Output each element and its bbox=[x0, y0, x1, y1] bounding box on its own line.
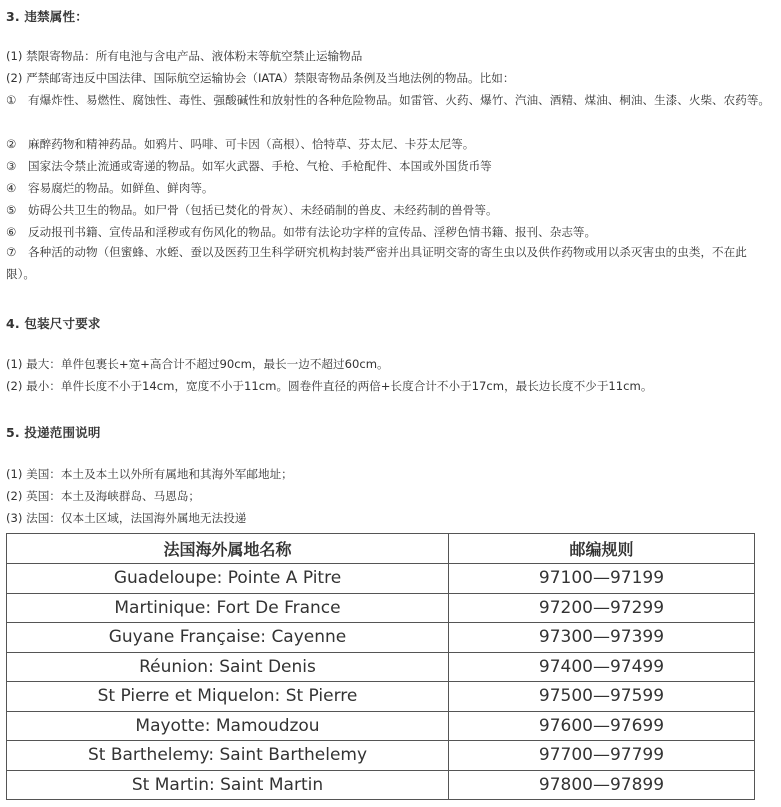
table-row bbox=[7, 623, 755, 653]
postal-range: 97100—97199 bbox=[449, 564, 755, 594]
prohibited-item-5 bbox=[6, 203, 498, 217]
section4-title: 4. 包装尺寸要求 bbox=[6, 316, 101, 331]
section5-title: 5. 投递范围说明 bbox=[6, 425, 101, 440]
prohibited-item-4 bbox=[6, 181, 214, 195]
section5-item-3: (3) 法国：仅本土区域，法国海外属地无法投递 bbox=[6, 511, 247, 525]
table-row bbox=[7, 711, 755, 741]
territory-name: Réunion: Saint Denis bbox=[7, 652, 449, 682]
prohibited-item-3 bbox=[6, 159, 492, 173]
table-row bbox=[7, 652, 755, 682]
section4-item-1: (1) 最大：单件包裹长+宽+高合计不超过90cm，最长一边不超过60cm。 bbox=[6, 357, 389, 371]
postal-range: 97500—97599 bbox=[449, 682, 755, 712]
item-mark: ⑥ bbox=[6, 225, 17, 239]
territory-name: St Pierre et Miquelon: St Pierre bbox=[7, 682, 449, 712]
table-row bbox=[7, 741, 755, 771]
postal-range: 97300—97399 bbox=[449, 623, 755, 653]
item-text: 容易腐烂的物品。如鲜鱼、鲜肉等。 bbox=[28, 181, 214, 195]
postal-range: 97800—97899 bbox=[449, 770, 755, 800]
item-text: 妨碍公共卫生的物品。如尸骨（包括已焚化的骨灰）、未经硝制的兽皮、未经药制的兽骨等。 bbox=[28, 203, 498, 217]
territory-name: St Martin: Saint Martin bbox=[7, 770, 449, 800]
territory-name: St Barthelemy: Saint Barthelemy bbox=[7, 741, 449, 771]
section5-item-2: (2) 英国：本土及海峡群岛、马恩岛； bbox=[6, 489, 201, 503]
item-mark: ⑦ bbox=[6, 245, 17, 259]
item-text: 有爆炸性、易燃性、腐蚀性、毒性、强酸碱性和放射性的各种危险物品。如雷管、火药、爆竹、汽油、酒精、煤油、桐油、生漆、火柴、农药等。 bbox=[28, 93, 771, 107]
postal-range: 97700—97799 bbox=[449, 741, 755, 771]
item-mark: ② bbox=[6, 137, 17, 151]
item-text: 反动报刊书籍、宣传品和淫秽或有伤风化的物品。如带有法论功字样的宣传品、淫秽色情书籍、报刊、杂志等。 bbox=[28, 225, 597, 239]
table-row bbox=[7, 593, 755, 623]
section5-item-1: (1) 美国：本土及本土以外所有属地和其海外军邮地址； bbox=[6, 467, 293, 481]
item-text: 各种活的动物（但蜜蜂、水蛭、蚕以及医药卫生科学研究机构封装严密并出具证明交寄的寄生虫以及供作药物或用以杀灭害虫的虫类，不在此限）。 bbox=[6, 245, 747, 281]
table-header-row bbox=[7, 534, 755, 564]
prohibited-item-1 bbox=[6, 89, 774, 111]
prohibited-item-2 bbox=[6, 137, 474, 151]
postal-code-table bbox=[6, 533, 755, 800]
item-mark: ④ bbox=[6, 181, 17, 195]
postal-range: 97400—97499 bbox=[449, 652, 755, 682]
section3-item-2: (2) 严禁邮寄违反中国法律、国际航空运输协会（IATA）禁限寄物品条例及当地法例的物品。比如： bbox=[6, 71, 515, 85]
item-mark: ③ bbox=[6, 159, 17, 173]
header-postal-rule: 邮编规则 bbox=[449, 534, 755, 564]
item-text: 麻醉药物和精神药品。如鸦片、吗啡、可卡因（高根）、恰特草、芬太尼、卡芬太尼等。 bbox=[28, 137, 475, 151]
territory-name: Mayotte: Mamoudzou bbox=[7, 711, 449, 741]
prohibited-item-6 bbox=[6, 225, 596, 239]
postal-range: 97200—97299 bbox=[449, 593, 755, 623]
section3-title: 3. 违禁属性： bbox=[6, 9, 88, 24]
territory-name: Guyane Française: Cayenne bbox=[7, 623, 449, 653]
header-territory-name: 法国海外属地名称 bbox=[7, 534, 449, 564]
section4-item-2: (2) 最小：单件长度不小于14cm，宽度不小于11cm。圆卷件直径的两倍+长度合计不小于17cm，最长边长度不少于11cm。 bbox=[6, 379, 653, 393]
territory-name: Guadeloupe: Pointe A Pitre bbox=[7, 564, 449, 594]
item-mark: ① bbox=[6, 93, 17, 107]
postal-range: 97600—97699 bbox=[449, 711, 755, 741]
territory-name: Martinique: Fort De France bbox=[7, 593, 449, 623]
table-row bbox=[7, 770, 755, 800]
table-row bbox=[7, 564, 755, 594]
prohibited-item-7 bbox=[6, 241, 774, 285]
item-mark: ⑤ bbox=[6, 203, 17, 217]
table-row bbox=[7, 682, 755, 712]
item-text: 国家法令禁止流通或寄递的物品。如军火武器、手枪、气枪、手枪配件、本国或外国货币等 bbox=[28, 159, 492, 173]
section3-item-1: (1) 禁限寄物品：所有电池与含电产品、液体粉末等航空禁止运输物品 bbox=[6, 49, 363, 63]
